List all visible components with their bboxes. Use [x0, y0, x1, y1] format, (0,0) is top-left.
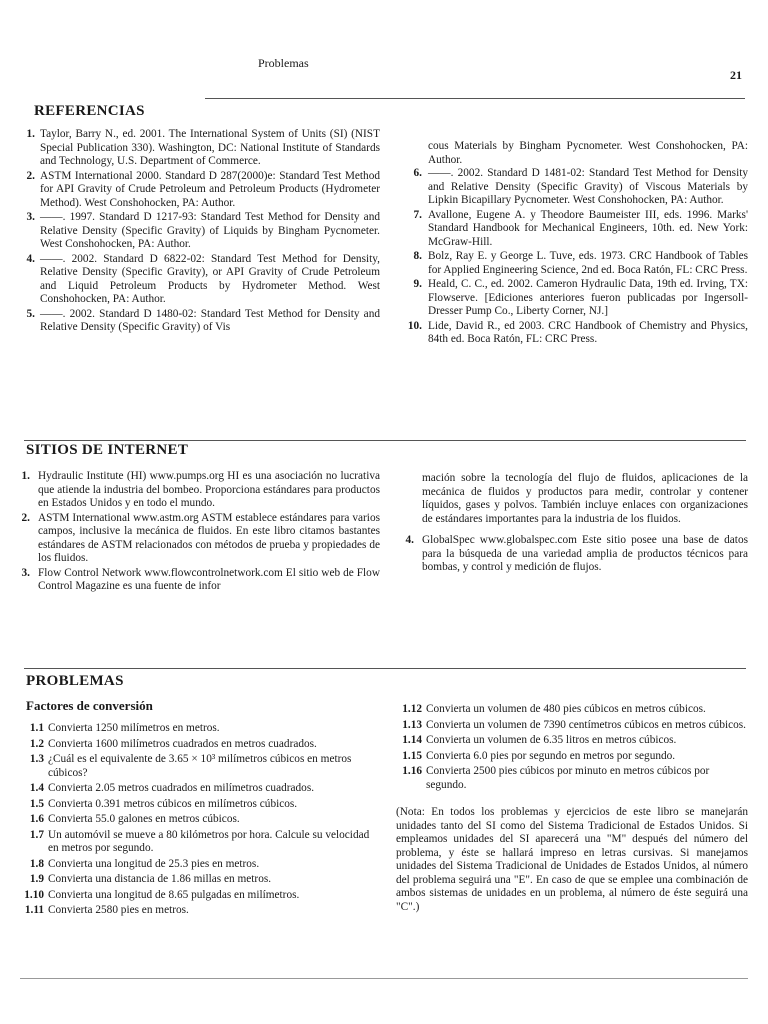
reference-item: 10. Lide, David R., ed 2003. CRC Handbook of Chemistry and Physics, 84th ed. Boca Ratón, FL: CRC Press.: [407, 319, 748, 345]
references-right-column: [400, 140, 748, 348]
reference-continuation: cous Materials by Bingham Pycnometer. West Conshohocken, PA: Author.: [428, 140, 748, 166]
websites-right-column: [400, 472, 748, 576]
problem-item: 1.8 Convierta una longitud de 25.3 pies en metros.: [29, 857, 260, 870]
problem-item: 1.6 Convierta 55.0 galones en metros cúbicos.: [29, 813, 240, 825]
section-rule: [24, 440, 746, 441]
problem-item: 1.5 Convierta 0.391 metros cúbicos en milímetros cúbicos.: [29, 797, 298, 810]
problem-item: 1.16 Convierta 2500 pies cúbicos por minuto en metros cúbicos por segundo.: [402, 765, 710, 791]
reference-item: 9. Heald, C. C., ed. 2002. Cameron Hydraulic Data, 19th ed. Irving, TX: Flowserve. [Ediciones anteriores fueron publicadas por Ingersoll-Dresser Pump Co., Liberty Corner, NJ.]: [413, 278, 748, 317]
problems-left-column: [20, 722, 380, 920]
problem-item: 1.15 Convierta 6.0 pies por segundo en metros por segundo.: [402, 749, 676, 762]
header-rule: [205, 98, 745, 99]
units-note: (Nota: En todos los problemas y ejercicios de este libro se manejarán unidades tanto del SI como del Sistema Tradicional de Estados Unidos. Si empleamos unidades del SI aparecerá una "M" después del número del problema, y éste se hallará impreso en letras cursivas. Si manejamos unidades del Sistema Tradicional de Unidades de Estados Unidos, al número del problema seguirá una "E". En caso de que se emplee una combinación de ambos sistemas de unidades en un problema, al número de éste seguirá una "C".): [396, 806, 748, 913]
website-item: 1. Hydraulic Institute (HI) www.pumps.org HI es una asociación no lucrativa que atiende la industria del bombeo. Proporciona estándares para productos en Estados Unidos y en todo el mundo.: [21, 470, 380, 509]
section-rule: [24, 668, 746, 669]
problem-item: 1.3 ¿Cuál es el equivalente de 3.65 × 10³ milímetros cúbicos en metros cúbicos?: [29, 753, 352, 779]
problem-item: 1.10 Convierta una longitud de 8.65 pulgadas en milímetros.: [24, 888, 300, 901]
problem-item: 1.9 Convierta una distancia de 1.86 millas en metros.: [29, 873, 272, 885]
problems-heading: PROBLEMAS: [26, 673, 124, 689]
websites-left-column: [16, 470, 380, 595]
problem-item: 1.13 Convierta un volumen de 7390 centímetros cúbicos en metros cúbicos.: [402, 718, 747, 731]
website-item: 3. Flow Control Network www.flowcontrolnetwork.com El sitio web de Flow Control Magazine es una fuente de infor: [21, 566, 380, 592]
problem-item: 1.4 Convierta 2.05 metros cuadrados en milímetros cuadrados.: [29, 782, 315, 794]
problems-subheading: Factores de conversión: [26, 698, 153, 713]
reference-item: 6. ——. 2002. Standard D 1481-02: Standard Test Method for Density and Relative Density (Specific Gravity) of Viscous Materials by Lipkin Bicapillary Pycnometer. West Conshohocken, PA: Author.: [413, 167, 748, 206]
reference-item: 5. ——. 2002. Standard D 1480-02: Standard Test Method for Density and Relative Density (Specific Gravity) of Vis: [26, 307, 380, 333]
reference-item: 1. Taylor, Barry N., ed. 2001. The International System of Units (SI) (NIST Special Publication 330). Washington, DC: National Institute of Standards and Technology, U.S. Department of Commerce.: [26, 128, 380, 167]
reference-item: 8. Bolz, Ray E. y George L. Tuve, eds. 1973. CRC Handbook of Tables for Applied Engineering Science, 2nd ed. Boca Ratón, FL: CRC Press.: [413, 250, 748, 276]
websites-heading: SITIOS DE INTERNET: [26, 442, 189, 458]
website-continuation: mación sobre la tecnología del flujo de fluidos, aplicaciones de la mecánica de fluidos y productos para medir, controlar y contener líquidos, gases y polvos. También incluye enlaces con organizaciones de estándares importantes para la industria de los fluidos.: [422, 472, 748, 525]
problem-item: 1.7 Un automóvil se mueve a 80 kilómetros por hora. Calcule su velocidad en metros por segundo.: [29, 828, 370, 854]
problem-item: 1.12 Convierta un volumen de 480 pies cúbicos en metros cúbicos.: [402, 703, 706, 715]
problem-item: 1.1 Convierta 1250 milímetros en metros.: [29, 722, 220, 734]
references-left-column: [16, 128, 380, 336]
reference-item: 3. ——. 1997. Standard D 1217-93: Standard Test Method for Density and Relative Density (Specific Gravity) of Liquids by Bingham Pycnometer. West Conshohocken, PA: Author.: [26, 211, 380, 250]
problem-item: 1.14 Convierta un volumen de 6.35 litros en metros cúbicos.: [402, 734, 677, 746]
problem-item: 1.2 Convierta 1600 milímetros cuadrados en metros cuadrados.: [29, 737, 317, 750]
references-heading: REFERENCIAS: [34, 103, 145, 119]
website-item: 2. ASTM International www.astm.org ASTM establece estándares para varios campos, inclusive la mecánica de fluidos. En este libro citamos bastantes estándares de ASTM relacionados con métodos de prueba y propiedades de los fluidos.: [21, 511, 380, 564]
bottom-rule: [20, 978, 748, 979]
page-number: 21: [730, 68, 742, 82]
reference-item: 4. ——. 2002. Standard D 6822-02: Standard Test Method for Density, Relative Density (Specific Gravity), or API Gravity of Crude Petroleum and Liquid Petroleum Products by Hydrometer Method. West Conshohocken, PA: Author.: [26, 252, 380, 305]
problems-right-column: [396, 703, 748, 914]
running-header-title: Problemas: [258, 56, 309, 70]
reference-item: 7. Avallone, Eugene A. y Theodore Baumeister III, eds. 1996. Marks' Standard Handbook for Mechanical Engineers, 10th. ed. New York: McGraw-Hill.: [413, 208, 748, 248]
problem-item: 1.11 Convierta 2580 pies en metros.: [24, 904, 189, 916]
reference-item: 2. ASTM International 2000. Standard D 287(2000)e: Standard Test Method for API Gravity of Crude Petroleum and Petroleum Products (Hydrometer Method). West Conshohocken, PA: Author.: [26, 169, 380, 209]
website-item: 4. GlobalSpec www.globalspec.com Este sitio posee una base de datos para la búsqueda de una variedad amplia de productos técnicos para bombas, y control y medición de flujos.: [405, 534, 748, 573]
